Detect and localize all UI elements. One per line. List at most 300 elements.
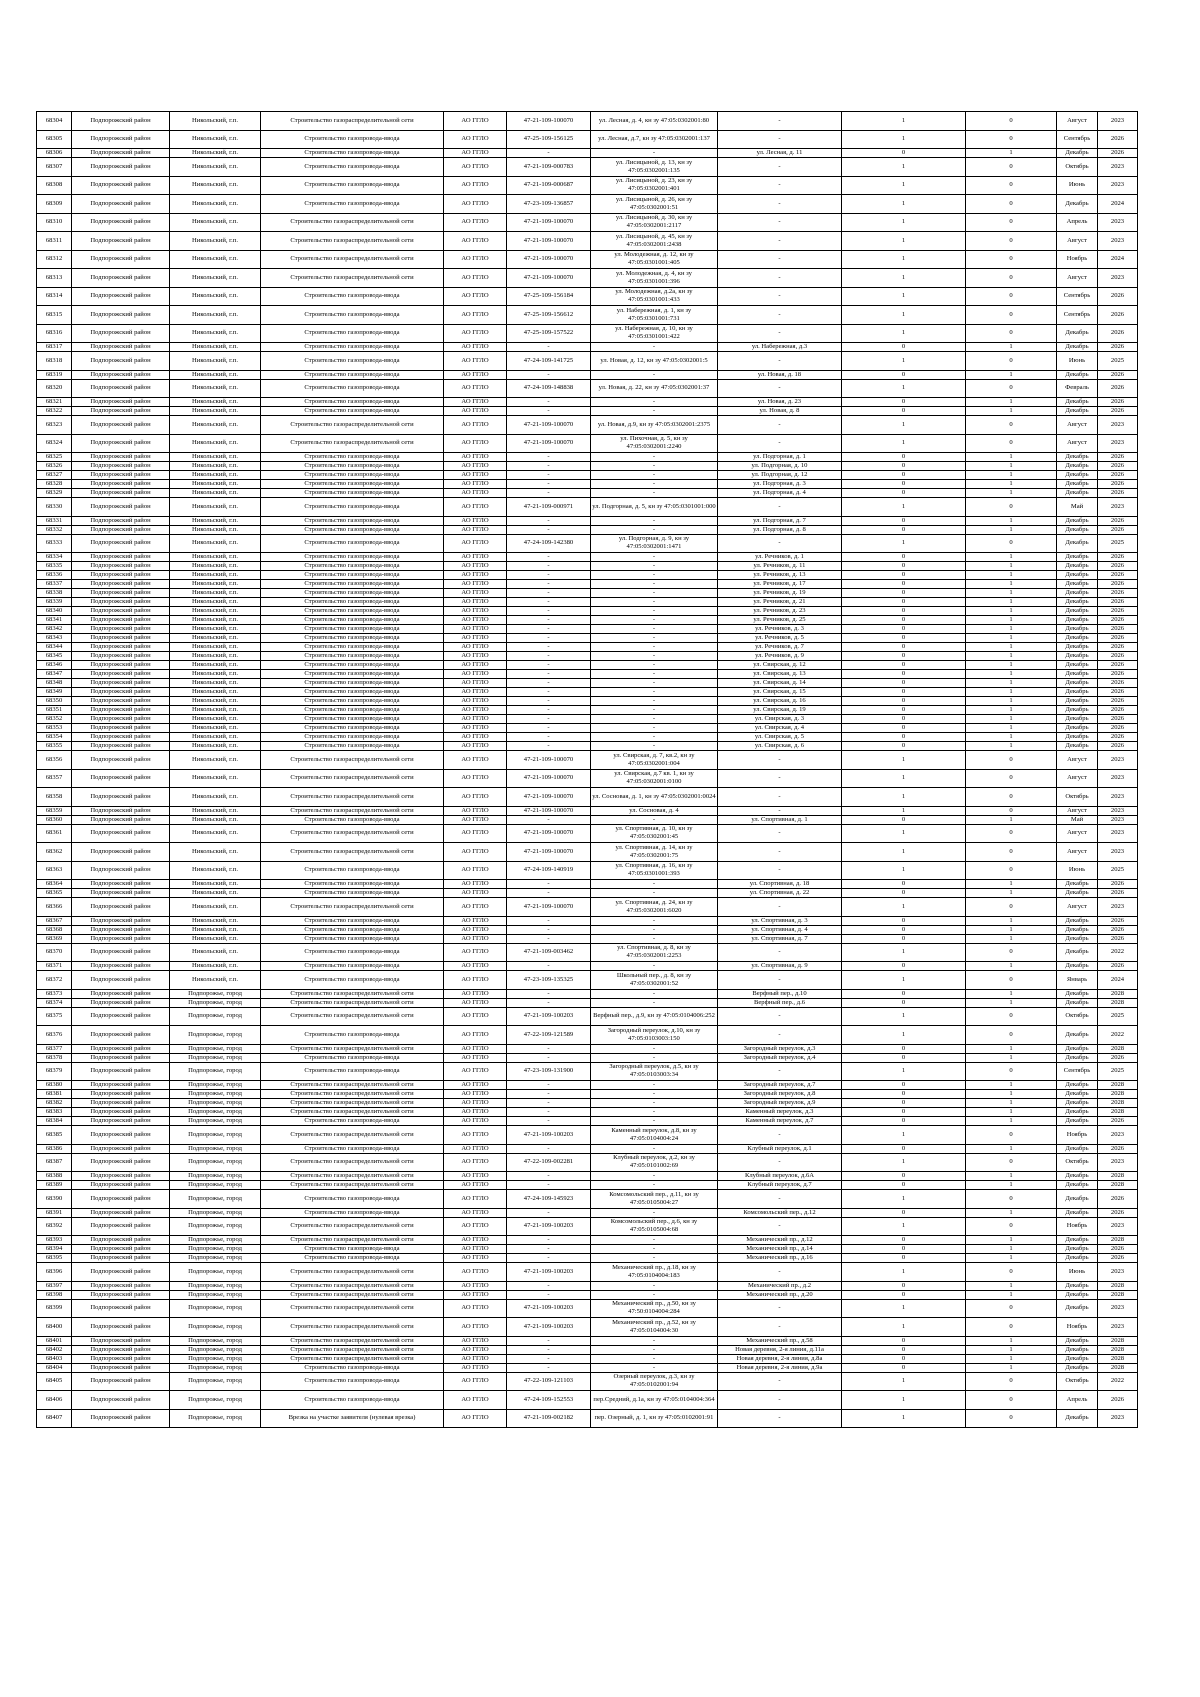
settlement-cell: Никольский, г.п. <box>170 516 261 525</box>
row-number: 68348 <box>37 679 72 688</box>
table-row <box>37 195 1138 214</box>
address-cell: ул. Подгорная, д. 8 <box>718 525 842 534</box>
count-b-cell: 1 <box>966 815 1057 824</box>
address-cadastral-cell: - <box>591 407 718 416</box>
project-number-cell: 47-21-109-100070 <box>507 112 591 131</box>
project-number-cell: - <box>507 643 591 652</box>
work-type-cell: Строительство газопровода-ввода <box>261 471 444 480</box>
table-body <box>37 112 1138 1428</box>
organization-cell: АО ГГЛО <box>444 571 507 580</box>
project-number-cell: - <box>507 516 591 525</box>
row-number: 68309 <box>37 195 72 214</box>
year-cell: 2026 <box>1098 916 1138 925</box>
table-row <box>37 1363 1138 1372</box>
month-cell: Июнь <box>1057 1263 1098 1282</box>
organization-cell: АО ГГЛО <box>444 195 507 214</box>
settlement-cell: Подпорожье, город <box>170 1354 261 1363</box>
month-cell: Декабрь <box>1057 661 1098 670</box>
year-cell: 2026 <box>1098 324 1138 343</box>
address-cadastral-cell: Механический пр., д.18, кн зу 47:05:0104004:183 <box>591 1263 718 1282</box>
settlement-cell: Никольский, г.п. <box>170 916 261 925</box>
count-a-cell: 1 <box>842 324 966 343</box>
address-cadastral-cell: - <box>591 733 718 742</box>
table-row <box>37 1062 1138 1081</box>
year-cell: 2026 <box>1098 706 1138 715</box>
count-b-cell: 0 <box>966 1126 1057 1145</box>
address-cadastral-cell: ул. Лисицыной, д. 13, кн зу 47:05:0302001:135 <box>591 158 718 177</box>
project-number-cell: 47-21-109-100070 <box>507 751 591 770</box>
district-cell: Подпорожский район <box>72 1391 170 1410</box>
year-cell: 2026 <box>1098 562 1138 571</box>
row-number: 68328 <box>37 480 72 489</box>
row-number: 68358 <box>37 788 72 807</box>
organization-cell: АО ГГЛО <box>444 898 507 917</box>
count-b-cell: 1 <box>966 571 1057 580</box>
organization-cell: АО ГГЛО <box>444 1190 507 1209</box>
organization-cell: АО ГГЛО <box>444 616 507 625</box>
year-cell: 2028 <box>1098 1108 1138 1117</box>
month-cell: Декабрь <box>1057 571 1098 580</box>
address-cell: ул. Свирская, д. 19 <box>718 706 842 715</box>
address-cell: - <box>718 769 842 788</box>
year-cell: 2026 <box>1098 1117 1138 1126</box>
settlement-cell: Подпорожье, город <box>170 1062 261 1081</box>
count-a-cell: 0 <box>842 471 966 480</box>
count-a-cell: 1 <box>842 498 966 517</box>
address-cadastral-cell: - <box>591 989 718 998</box>
organization-cell: АО ГГЛО <box>444 934 507 943</box>
count-a-cell: 1 <box>842 1299 966 1318</box>
address-cadastral-cell: ул. Сосновая, д. 1, кн зу 47:05:0302001:0024 <box>591 788 718 807</box>
year-cell: 2026 <box>1098 343 1138 352</box>
month-cell: Декабрь <box>1057 1053 1098 1062</box>
address-cell: - <box>718 534 842 553</box>
month-cell: Декабрь <box>1057 398 1098 407</box>
address-cell: - <box>718 416 842 435</box>
district-cell: Подпорожский район <box>72 806 170 815</box>
count-b-cell: 0 <box>966 176 1057 195</box>
settlement-cell: Подпорожье, город <box>170 1290 261 1299</box>
district-cell: Подпорожский район <box>72 489 170 498</box>
project-number-cell: 47-21-109-000687 <box>507 176 591 195</box>
address-cadastral-cell: - <box>591 589 718 598</box>
project-number-cell: 47-25-109-157522 <box>507 324 591 343</box>
address-cell: ул. Набережная, д.3 <box>718 343 842 352</box>
address-cadastral-cell: ул. Подгорная, д. 9, кн зу 47:05:0302001:1471 <box>591 534 718 553</box>
count-b-cell: 1 <box>966 697 1057 706</box>
count-a-cell: 0 <box>842 370 966 379</box>
work-type-cell: Строительство газопровода-ввода <box>261 324 444 343</box>
project-number-cell: 47-21-109-002182 <box>507 1409 591 1428</box>
settlement-cell: Подпорожье, город <box>170 1345 261 1354</box>
month-cell: Декабрь <box>1057 1409 1098 1428</box>
settlement-cell: Никольский, г.п. <box>170 652 261 661</box>
settlement-cell: Никольский, г.п. <box>170 670 261 679</box>
table-row <box>37 788 1138 807</box>
address-cadastral-cell: ул. Новая, д. 12, кн зу 47:05:0302001:5 <box>591 352 718 371</box>
year-cell: 2023 <box>1098 1263 1138 1282</box>
count-b-cell: 1 <box>966 616 1057 625</box>
work-type-cell: Строительство газораспределительной сети <box>261 1345 444 1354</box>
row-number: 68334 <box>37 553 72 562</box>
count-b-cell: 0 <box>966 1299 1057 1318</box>
project-number-cell: - <box>507 625 591 634</box>
table-row <box>37 580 1138 589</box>
organization-cell: АО ГГЛО <box>444 525 507 534</box>
table-row <box>37 688 1138 697</box>
address-cell: Каменный переулок, д.3 <box>718 1108 842 1117</box>
table-row <box>37 1117 1138 1126</box>
month-cell: Декабрь <box>1057 706 1098 715</box>
count-a-cell: 0 <box>842 625 966 634</box>
project-number-cell: - <box>507 1208 591 1217</box>
year-cell: 2024 <box>1098 195 1138 214</box>
row-number: 68383 <box>37 1108 72 1117</box>
address-cadastral-cell: Каменный переулок, д.8, кн зу 47:05:0104004:24 <box>591 1126 718 1145</box>
organization-cell: АО ГГЛО <box>444 1153 507 1172</box>
work-type-cell: Строительство газопровода-ввода <box>261 1053 444 1062</box>
settlement-cell: Подпорожье, город <box>170 1090 261 1099</box>
district-cell: Подпорожский район <box>72 1263 170 1282</box>
work-type-cell: Строительство газораспределительной сети <box>261 1354 444 1363</box>
count-b-cell: 1 <box>966 1254 1057 1263</box>
organization-cell: АО ГГЛО <box>444 498 507 517</box>
address-cadastral-cell: - <box>591 962 718 971</box>
organization-cell: АО ГГЛО <box>444 769 507 788</box>
address-cadastral-cell: ул. Лисицыной, д. 26, кн зу 47:05:0302001:51 <box>591 195 718 214</box>
row-number: 68368 <box>37 925 72 934</box>
settlement-cell: Подпорожье, город <box>170 1108 261 1117</box>
work-type-cell: Строительство газопровода-ввода <box>261 407 444 416</box>
settlement-cell: Никольский, г.п. <box>170 788 261 807</box>
work-type-cell: Строительство газораспределительной сети <box>261 769 444 788</box>
count-b-cell: 0 <box>966 1062 1057 1081</box>
table-row <box>37 769 1138 788</box>
work-type-cell: Строительство газопровода-ввода <box>261 962 444 971</box>
district-cell: Подпорожский район <box>72 553 170 562</box>
count-b-cell: 1 <box>966 1081 1057 1090</box>
year-cell: 2026 <box>1098 880 1138 889</box>
row-number: 68364 <box>37 880 72 889</box>
work-type-cell: Строительство газопровода-ввода <box>261 916 444 925</box>
district-cell: Подпорожский район <box>72 571 170 580</box>
year-cell: 2026 <box>1098 525 1138 534</box>
settlement-cell: Никольский, г.п. <box>170 971 261 990</box>
address-cell: ул. Свирская, д. 6 <box>718 742 842 751</box>
month-cell: Сентябрь <box>1057 130 1098 149</box>
address-cell: Загородный переулок, д.9 <box>718 1099 842 1108</box>
year-cell: 2026 <box>1098 697 1138 706</box>
district-cell: Подпорожский район <box>72 1181 170 1190</box>
table-row <box>37 370 1138 379</box>
count-b-cell: 0 <box>966 232 1057 251</box>
count-a-cell: 1 <box>842 213 966 232</box>
district-cell: Подпорожский район <box>72 1254 170 1263</box>
address-cell: ул. Спортивная, д. 22 <box>718 889 842 898</box>
year-cell: 2026 <box>1098 1391 1138 1410</box>
organization-cell: АО ГГЛО <box>444 1217 507 1236</box>
organization-cell: АО ГГЛО <box>444 607 507 616</box>
row-number: 68331 <box>37 516 72 525</box>
address-cadastral-cell: ул. Лисицыной, д. 30, кн зу 47:05:0302001:2117 <box>591 213 718 232</box>
year-cell: 2026 <box>1098 462 1138 471</box>
year-cell: 2023 <box>1098 815 1138 824</box>
district-cell: Подпорожский район <box>72 733 170 742</box>
month-cell: Декабрь <box>1057 1190 1098 1209</box>
address-cell: - <box>718 1007 842 1026</box>
count-b-cell: 0 <box>966 943 1057 962</box>
count-b-cell: 0 <box>966 287 1057 306</box>
address-cell: - <box>718 250 842 269</box>
address-cadastral-cell: - <box>591 724 718 733</box>
table-row <box>37 1336 1138 1345</box>
month-cell: Декабрь <box>1057 670 1098 679</box>
work-type-cell: Строительство газопровода-ввода <box>261 625 444 634</box>
year-cell: 2023 <box>1098 824 1138 843</box>
address-cell: ул. Свирская, д. 4 <box>718 724 842 733</box>
settlement-cell: Никольский, г.п. <box>170 706 261 715</box>
address-cadastral-cell: - <box>591 643 718 652</box>
work-type-cell: Строительство газопровода-ввода <box>261 1144 444 1153</box>
month-cell: Декабрь <box>1057 916 1098 925</box>
work-type-cell: Строительство газопровода-ввода <box>261 925 444 934</box>
work-type-cell: Строительство газораспределительной сети <box>261 416 444 435</box>
month-cell: Декабрь <box>1057 724 1098 733</box>
address-cadastral-cell: - <box>591 598 718 607</box>
count-a-cell: 0 <box>842 1172 966 1181</box>
address-cadastral-cell: ул. Молодежная, д. 4, кн зу 47:05:0301001:396 <box>591 269 718 288</box>
count-b-cell: 1 <box>966 742 1057 751</box>
row-number: 68339 <box>37 598 72 607</box>
settlement-cell: Никольский, г.п. <box>170 471 261 480</box>
month-cell: Октябрь <box>1057 1153 1098 1172</box>
row-number: 68350 <box>37 697 72 706</box>
address-cell: ул. Новая, д. 8 <box>718 407 842 416</box>
organization-cell: АО ГГЛО <box>444 679 507 688</box>
project-number-cell: - <box>507 1354 591 1363</box>
year-cell: 2023 <box>1098 112 1138 131</box>
table-row <box>37 416 1138 435</box>
count-a-cell: 0 <box>842 925 966 934</box>
address-cell: ул. Свирская, д. 12 <box>718 661 842 670</box>
count-b-cell: 0 <box>966 824 1057 843</box>
address-cadastral-cell: - <box>591 1236 718 1245</box>
year-cell: 2023 <box>1098 232 1138 251</box>
settlement-cell: Подпорожье, город <box>170 1336 261 1345</box>
count-b-cell: 1 <box>966 1363 1057 1372</box>
address-cell: - <box>718 112 842 131</box>
district-cell: Подпорожский район <box>72 1208 170 1217</box>
count-a-cell: 0 <box>842 880 966 889</box>
row-number: 68387 <box>37 1153 72 1172</box>
work-type-cell: Строительство газопровода-ввода <box>261 688 444 697</box>
month-cell: Декабрь <box>1057 1299 1098 1318</box>
settlement-cell: Никольский, г.п. <box>170 453 261 462</box>
row-number: 68360 <box>37 815 72 824</box>
work-type-cell: Строительство газопровода-ввода <box>261 553 444 562</box>
project-number-cell: - <box>507 1290 591 1299</box>
count-a-cell: 0 <box>842 1117 966 1126</box>
row-number: 68304 <box>37 112 72 131</box>
year-cell: 2023 <box>1098 843 1138 862</box>
work-type-cell: Строительство газопровода-ввода <box>261 861 444 880</box>
project-number-cell: 47-23-109-135325 <box>507 971 591 990</box>
settlement-cell: Никольский, г.п. <box>170 571 261 580</box>
organization-cell: АО ГГЛО <box>444 688 507 697</box>
month-cell: Декабрь <box>1057 1172 1098 1181</box>
work-type-cell: Строительство газораспределительной сети <box>261 434 444 453</box>
table-row <box>37 998 1138 1007</box>
address-cell: ул. Свирская, д. 16 <box>718 697 842 706</box>
count-b-cell: 1 <box>966 916 1057 925</box>
work-type-cell: Строительство газопровода-ввода <box>261 670 444 679</box>
address-cell: - <box>718 806 842 815</box>
month-cell: Декабрь <box>1057 324 1098 343</box>
address-cadastral-cell: ул. Набережная, д. 1, кн зу 47:05:0301001:731 <box>591 306 718 325</box>
project-number-cell: - <box>507 989 591 998</box>
settlement-cell: Подпорожье, город <box>170 1372 261 1391</box>
count-a-cell: 0 <box>842 149 966 158</box>
district-cell: Подпорожский район <box>72 934 170 943</box>
row-number: 68361 <box>37 824 72 843</box>
year-cell: 2023 <box>1098 434 1138 453</box>
count-a-cell: 0 <box>842 1208 966 1217</box>
month-cell: Декабрь <box>1057 195 1098 214</box>
month-cell: Декабрь <box>1057 598 1098 607</box>
row-number: 68345 <box>37 652 72 661</box>
count-a-cell: 1 <box>842 250 966 269</box>
address-cadastral-cell: Загородный переулок, д.5, кн зу 47:05:0103003:34 <box>591 1062 718 1081</box>
work-type-cell: Строительство газораспределительной сети <box>261 1318 444 1337</box>
work-type-cell: Строительство газопровода-ввода <box>261 516 444 525</box>
month-cell: Декабрь <box>1057 989 1098 998</box>
row-number: 68335 <box>37 562 72 571</box>
year-cell: 2026 <box>1098 306 1138 325</box>
count-a-cell: 1 <box>842 112 966 131</box>
settlement-cell: Подпорожье, город <box>170 1153 261 1172</box>
settlement-cell: Никольский, г.п. <box>170 480 261 489</box>
work-type-cell: Строительство газопровода-ввода <box>261 534 444 553</box>
row-number: 68356 <box>37 751 72 770</box>
address-cadastral-cell: - <box>591 998 718 1007</box>
count-a-cell: 0 <box>842 553 966 562</box>
table-row <box>37 306 1138 325</box>
count-a-cell: 0 <box>842 688 966 697</box>
row-number: 68342 <box>37 625 72 634</box>
address-cell: ул. Свирская, д. 5 <box>718 733 842 742</box>
address-cell: ул. Спортивная, д. 1 <box>718 815 842 824</box>
count-a-cell: 1 <box>842 379 966 398</box>
address-cadastral-cell: ул. Лесная, д.7, кн зу 47:05:0302001:137 <box>591 130 718 149</box>
project-number-cell: 47-21-109-100070 <box>507 232 591 251</box>
count-a-cell: 0 <box>842 998 966 1007</box>
address-cadastral-cell: - <box>591 1363 718 1372</box>
address-cadastral-cell: - <box>591 925 718 934</box>
count-b-cell: 0 <box>966 751 1057 770</box>
count-a-cell: 1 <box>842 195 966 214</box>
count-b-cell: 1 <box>966 607 1057 616</box>
month-cell: Декабрь <box>1057 343 1098 352</box>
address-cadastral-cell: ул. Новая, д. 22, кн зу 47:05:0302001:37 <box>591 379 718 398</box>
district-cell: Подпорожский район <box>72 1081 170 1090</box>
project-number-cell: - <box>507 598 591 607</box>
count-a-cell: 0 <box>842 580 966 589</box>
organization-cell: АО ГГЛО <box>444 943 507 962</box>
project-number-cell: 47-21-109-100070 <box>507 824 591 843</box>
year-cell: 2023 <box>1098 1299 1138 1318</box>
row-number: 68332 <box>37 525 72 534</box>
row-number: 68327 <box>37 471 72 480</box>
settlement-cell: Подпорожье, город <box>170 1181 261 1190</box>
count-b-cell: 1 <box>966 149 1057 158</box>
count-b-cell: 0 <box>966 1190 1057 1209</box>
settlement-cell: Никольский, г.п. <box>170 553 261 562</box>
month-cell: Декабрь <box>1057 634 1098 643</box>
year-cell: 2023 <box>1098 176 1138 195</box>
project-number-cell: 47-21-109-100203 <box>507 1217 591 1236</box>
table-row <box>37 130 1138 149</box>
month-cell: Август <box>1057 843 1098 862</box>
settlement-cell: Никольский, г.п. <box>170 498 261 517</box>
address-cadastral-cell: - <box>591 343 718 352</box>
table-row <box>37 149 1138 158</box>
row-number: 68329 <box>37 489 72 498</box>
table-row <box>37 934 1138 943</box>
address-cadastral-cell: ул. Молодежная, д. 12, кн зу 47:05:0301001:405 <box>591 250 718 269</box>
count-b-cell: 0 <box>966 1409 1057 1428</box>
count-a-cell: 0 <box>842 1044 966 1053</box>
address-cadastral-cell: ул. Спортивная, д. 8, кн зу 47:05:0302001:2253 <box>591 943 718 962</box>
address-cadastral-cell: ул. Свирская, д. 7, кв.2, кн зу 47:05:0302001:004 <box>591 751 718 770</box>
organization-cell: АО ГГЛО <box>444 398 507 407</box>
row-number: 68325 <box>37 453 72 462</box>
address-cell: ул. Речников, д. 21 <box>718 598 842 607</box>
count-a-cell: 0 <box>842 1081 966 1090</box>
count-a-cell: 1 <box>842 269 966 288</box>
count-a-cell: 0 <box>842 634 966 643</box>
month-cell: Февраль <box>1057 379 1098 398</box>
project-number-cell: 47-23-109-136857 <box>507 195 591 214</box>
work-type-cell: Строительство газопровода-ввода <box>261 616 444 625</box>
address-cell: ул. Подгорная, д. 1 <box>718 453 842 462</box>
organization-cell: АО ГГЛО <box>444 1254 507 1263</box>
month-cell: Апрель <box>1057 1391 1098 1410</box>
organization-cell: АО ГГЛО <box>444 715 507 724</box>
address-cadastral-cell: - <box>591 553 718 562</box>
work-type-cell: Строительство газопровода-ввода <box>261 562 444 571</box>
address-cell: Верфный пер., д.10 <box>718 989 842 998</box>
row-number: 68393 <box>37 1236 72 1245</box>
address-cell: Клубный переулок, д.6А <box>718 1172 842 1181</box>
project-number-cell: 47-21-109-100070 <box>507 434 591 453</box>
settlement-cell: Подпорожье, город <box>170 1126 261 1145</box>
address-cadastral-cell: - <box>591 1090 718 1099</box>
address-cadastral-cell: ул. Сосновая, д. 4 <box>591 806 718 815</box>
project-number-cell: 47-25-109-156184 <box>507 287 591 306</box>
address-cell: ул. Речников, д. 7 <box>718 643 842 652</box>
district-cell: Подпорожский район <box>72 670 170 679</box>
month-cell: Август <box>1057 232 1098 251</box>
settlement-cell: Никольский, г.п. <box>170 343 261 352</box>
table-row <box>37 269 1138 288</box>
row-number: 68376 <box>37 1026 72 1045</box>
project-number-cell: - <box>507 398 591 407</box>
address-cell: - <box>718 1318 842 1337</box>
district-cell: Подпорожский район <box>72 843 170 862</box>
district-cell: Подпорожский район <box>72 434 170 453</box>
address-cadastral-cell: - <box>591 1345 718 1354</box>
address-cadastral-cell: - <box>591 453 718 462</box>
